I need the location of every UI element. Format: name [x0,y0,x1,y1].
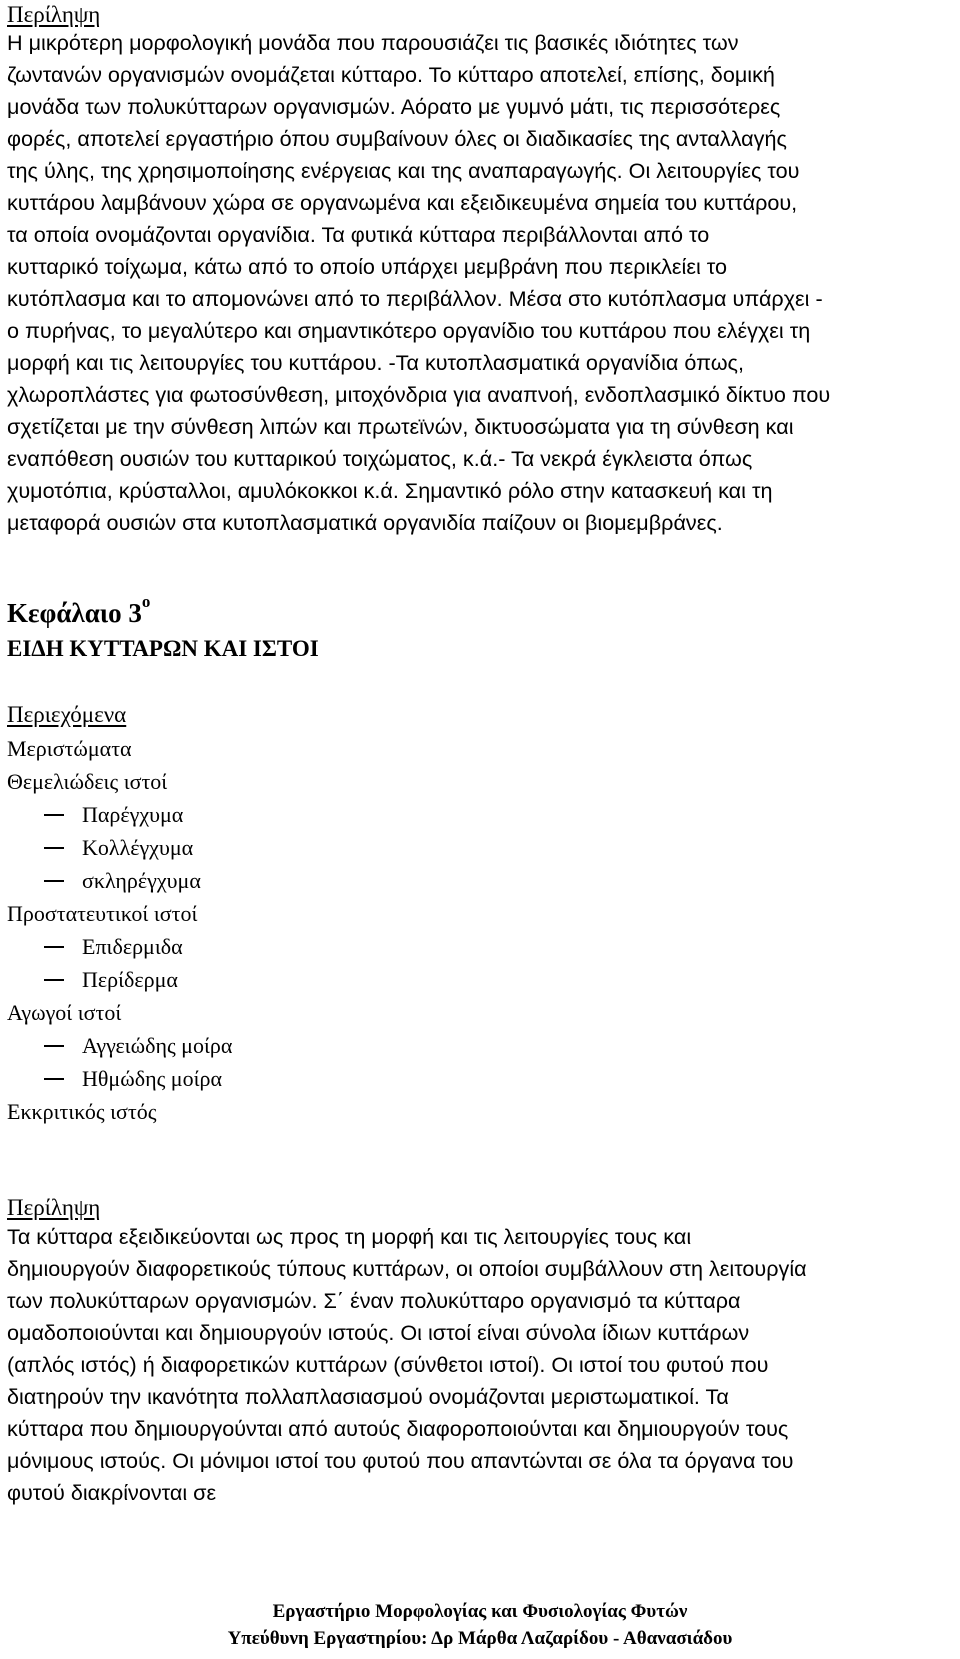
contents-item [7,996,232,1029]
contents-subitem [7,798,232,831]
paragraph-line: μεταφορά ουσιών στα κυτοπλασματικά οργανιδία παίζουν οι βιομεμβράνες. [7,510,723,535]
paragraph-line: φορές, αποτελεί εργαστήριο όπου συμβαίνουν όλες οι διαδικασίες της ανταλλαγής [7,126,787,151]
paragraph-line: μονάδα των πολυκύτταρων οργανισμών. Αόρατο με γυμνό μάτι, τις περισσότερες [7,94,781,119]
dash-bullet-icon [44,979,64,981]
chapter-title [7,592,151,630]
contents-list [7,732,232,1128]
paragraph-line: διατηρούν την ικανότητα πολλαπλασιασμού ονομάζονται μεριστωματικοί. Τα [7,1384,729,1409]
dash-bullet-icon [44,847,64,849]
contents-item [7,897,232,930]
summary-paragraph-2 [7,1221,957,1509]
contents-item [7,732,232,765]
paragraph-line: κύτταρα που δημιουργούνται από αυτούς διαφοροποιούνται και δημιουργούν τους [7,1416,789,1441]
paragraph-line: μορφή και τις λειτουργίες του κυττάρου. -Τα κυτοπλασματικά οργανίδια όπως, [7,350,744,375]
contents-item-label: Κολλέγχυμα [82,835,194,860]
contents-item-label: Αγγειώδης μοίρα [82,1033,233,1058]
contents-subitem [7,930,232,963]
paragraph-line: χυμοτόπια, κρύσταλλοι, αμυλόκοκκοι κ.ά. Σημαντικό ρόλο στην κατασκευή και τη [7,478,773,503]
paragraph-line: κυτόπλασμα και το απομονώνει από το περιβάλλον. Μέσα στο κυτόπλασμα υπάρχει - [7,286,823,311]
summary-paragraph [7,27,957,539]
contents-heading: Περιεχόμενα [7,702,127,727]
paragraph-line: Τα κύτταρα εξειδικεύονται ως προς τη μορφή και τις λειτουργίες τους και [7,1224,692,1249]
dash-bullet-icon [44,1045,64,1047]
paragraph-line: Η μικρότερη μορφολογική μονάδα που παρουσιάζει τις βασικές ιδιότητες των [7,30,739,55]
chapter-ordinal-superscript: ο [141,592,151,611]
contents-subitem [7,831,232,864]
paragraph-line: των πολυκύτταρων οργανισμών. Σ΄ έναν πολυκύτταρο οργανισμό τα κύτταρα [7,1288,741,1313]
chapter-title-text: Κεφάλαιο 3 [7,598,142,628]
contents-item-label: σκληρέγχυμα [82,868,201,893]
summary-heading: Περίληψη [7,2,101,27]
footer-lab-name: Εργαστήριο Μορφολογίας και Φυσιολογίας Φυτών [272,1601,688,1622]
contents-item-label: Θεμελιώδεις ιστοί [7,769,168,794]
contents-item-label: Εκκριτικός ιστός [7,1099,157,1124]
dash-bullet-icon [44,880,64,882]
paragraph-line: εναπόθεση ουσιών του κυτταρικού τοιχώματος, κ.ά.- Τα νεκρά έγκλειστα όπως [7,446,753,471]
paragraph-line: τα οποία ονομάζονται οργανίδια. Τα φυτικά κύτταρα περιβάλλονται από το [7,222,710,247]
dash-bullet-icon [44,946,64,948]
paragraph-line: φυτού διακρίνονται σε [7,1480,217,1505]
paragraph-line: ο πυρήνας, το μεγαλύτερο και σημαντικότερο οργανίδιο του κυττάρου που ελέγχει τη [7,318,811,343]
paragraph-line: κυττάρου λαμβάνουν χώρα σε οργανωμένα και εξειδικευμένα σημεία του κυττάρου, [7,190,798,215]
contents-item-label: Επιδερμιδα [82,934,183,959]
contents-item-label: Μεριστώματα [7,736,132,761]
contents-subitem [7,1029,232,1062]
contents-subitem [7,1062,232,1095]
contents-item [7,765,232,798]
contents-item-label: Ηθμώδης μοίρα [82,1066,223,1091]
chapter-subtitle: ΕΙΔΗ ΚΥΤΤΑΡΩΝ ΚΑΙ ΙΣΤΟΙ [7,636,319,661]
contents-item-label: Περίδερμα [82,967,178,992]
paragraph-line: μόνιμους ιστούς. Οι μόνιμοι ιστοί του φυτού που απαντώνται σε όλα τα όργανα του [7,1448,794,1473]
paragraph-line: ζωντανών οργανισμών ονομάζεται κύτταρο. Το κύτταρο αποτελεί, επίσης, δομική [7,62,775,87]
summary-heading-2: Περίληψη [7,1195,101,1220]
contents-item-label: Αγωγοί ιστοί [7,1000,122,1025]
dash-bullet-icon [44,1078,64,1080]
paragraph-line: της ύλης, της χρησιμοποίησης ενέργειας και της αναπαραγωγής. Οι λειτουργίες του [7,158,800,183]
paragraph-line: ομαδοποιούνται και δημιουργούν ιστούς. Οι ιστοί είναι σύνολα ίδιων κυττάρων [7,1320,750,1345]
paragraph-line: σχετίζεται με την σύνθεση λιπών και πρωτεϊνών, δικτυοσώματα για τη σύνθεση και [7,414,794,439]
paragraph-line: δημιουργούν διαφορετικούς τύπους κυττάρων, οι οποίοι συμβάλλουν στη λειτουργία [7,1256,807,1281]
contents-item-label: Προστατευτικοί ιστοί [7,901,198,926]
footer-lab-supervisor: Υπεύθυνη Εργαστηρίου: Δρ Μάρθα Λαζαρίδου - Αθανασιάδου [227,1628,733,1649]
contents-item-label: Παρέγχυμα [82,802,184,827]
contents-item [7,1095,232,1128]
paragraph-line: κυτταρικό τοίχωμα, κάτω από το οποίο υπάρχει μεμβράνη που περικλείει το [7,254,727,279]
paragraph-line: χλωροπλάστες για φωτοσύνθεση, μιτοχόνδρια για αναπνοή, ενδοπλασμικό δίκτυο που [7,382,831,407]
contents-subitem [7,963,232,996]
dash-bullet-icon [44,814,64,816]
contents-subitem [7,864,232,897]
paragraph-line: (απλός ιστός) ή διαφορετικών κυττάρων (σύνθετοι ιστοί). Οι ιστοί του φυτού που [7,1352,769,1377]
